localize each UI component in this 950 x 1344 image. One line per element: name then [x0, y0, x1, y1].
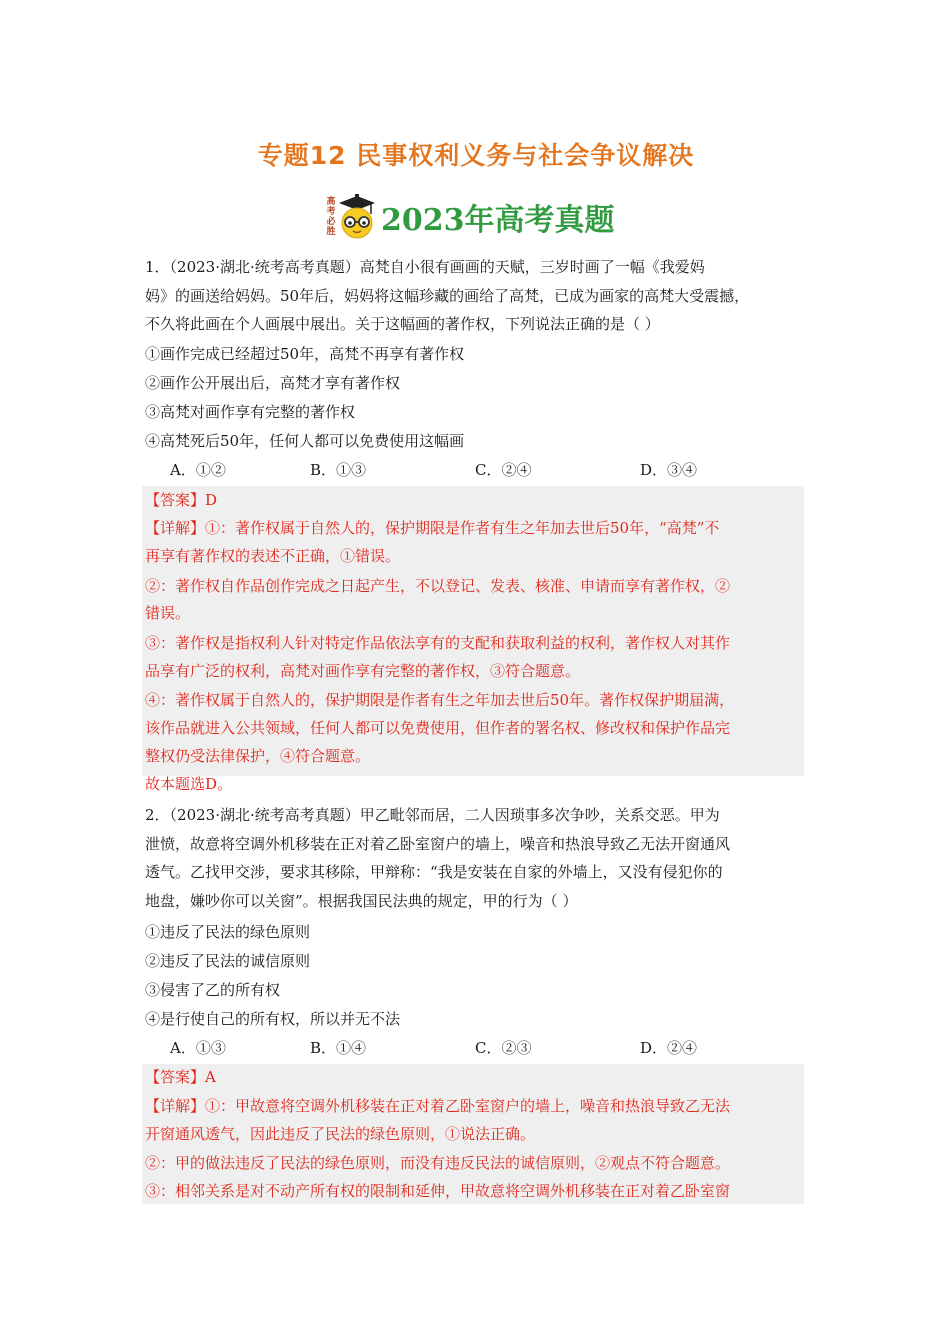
- q2-detail-line: 开窗通风透气，因此违反了民法的绿色原则，①说法正确。: [145, 1125, 536, 1143]
- q2-answer: 【答案】A: [145, 1068, 216, 1086]
- q1-detail-line: 该作品就进入公共领域，任何人都可以免费使用，但作者的署名权、修改权和保护作品完: [145, 719, 731, 737]
- section-banner: [325, 192, 615, 242]
- q1-detail-line: 整权仍受法律保护，④符合题意。: [145, 747, 371, 765]
- q2-option-d: D．②④: [640, 1039, 698, 1057]
- q1-detail-line: ②：著作权自作品创作完成之日起产生，不以登记、发表、核准、申请而享有著作权，②: [145, 577, 731, 595]
- q1-detail-line: 错误。: [145, 604, 191, 622]
- q1-line: 妈》的画送给妈妈。50年后，妈妈将这幅珍藏的画给了高梵，已成为画家的高梵大受震撼，: [145, 287, 750, 305]
- q1-statement: ④高梵死后50年，任何人都可以免费使用这幅画: [145, 432, 465, 450]
- logo-text: 高考必胜: [326, 197, 336, 237]
- q2-option-b: B．①④: [310, 1039, 367, 1057]
- q1-statement: ①画作完成已经超过50年，高梵不再享有著作权: [145, 345, 465, 363]
- q1-statement: ③高梵对画作享有完整的著作权: [145, 403, 356, 421]
- q2-line: 透气。乙找甲交涉，要求其移除，甲辩称：“我是安装在自家的外墙上，又没有侵犯你的: [145, 863, 723, 881]
- q1-line: 不久将此画在个人画展中展出。关于这幅画的著作权，下列说法正确的是（ ）: [145, 315, 660, 333]
- q1-detail-line: 【详解】①：著作权属于自然人的，保护期限是作者有生之年加去世后50年，“高梵”不: [145, 519, 720, 537]
- q2-line: 地盘，嫌吵你可以关窗”。根据我国民法典的规定，甲的行为（ ）: [145, 892, 578, 910]
- q1-option-d: D．③④: [640, 461, 698, 479]
- q2-statement: ④是行使自己的所有权，所以并无不法: [145, 1010, 401, 1028]
- q1-detail-line: ④：著作权属于自然人的，保护期限是作者有生之年加去世后50年。著作权保护期届满，: [145, 691, 735, 709]
- q2-detail-line: 【详解】①：甲故意将空调外机移装在正对着乙卧室窗户的墙上，噪音和热浪导致乙无法: [145, 1097, 731, 1115]
- q2-line: 2．（2023·湖北·统考高考真题）甲乙毗邻而居，二人因琐事多次争吵，关系交恶。甲为: [145, 806, 720, 824]
- q1-detail-line: 故本题选D。: [145, 775, 233, 793]
- q2-statement: ③侵害了乙的所有权: [145, 981, 281, 999]
- q1-line: 1．（2023·湖北·统考高考真题）高梵自小很有画画的天赋，三岁时画了一幅《我爱妈: [145, 258, 705, 276]
- q2-option-a: A．①③: [170, 1039, 226, 1057]
- q1-option-a: A．①②: [170, 461, 226, 479]
- page-title: 专题12 民事权利义务与社会争议解决: [257, 141, 695, 170]
- q1-answer: 【答案】D: [145, 491, 218, 509]
- q2-statement: ①违反了民法的绿色原则: [145, 923, 311, 941]
- q1-detail-line: 品享有广泛的权利，高梵对画作享有完整的著作权，③符合题意。: [145, 662, 581, 680]
- q1-detail-line: 再享有著作权的表述不正确，①错误。: [145, 547, 401, 565]
- q2-detail-line: ③：相邻关系是对不动产所有权的限制和延伸，甲故意将空调外机移装在正对着乙卧室窗: [145, 1182, 731, 1200]
- q1-detail-line: ③：著作权是指权利人针对特定作品依法享有的支配和获取利益的权利，著作权人对其作: [145, 634, 731, 652]
- q2-statement: ②违反了民法的诚信原则: [145, 952, 311, 970]
- q2-detail-line: ②：甲的做法违反了民法的绿色原则，而没有违反民法的诚信原则，②观点不符合题意。: [145, 1154, 731, 1172]
- q1-statement: ②画作公开展出后，高梵才享有著作权: [145, 374, 401, 392]
- graduate-mascot-icon: [337, 194, 377, 240]
- q2-option-c: C．②③: [475, 1039, 532, 1057]
- q1-option-b: B．①③: [310, 461, 367, 479]
- q2-line: 泄愤，故意将空调外机移装在正对着乙卧室窗户的墙上，噪音和热浪导致乙无法开窗通风: [145, 835, 731, 853]
- q1-option-c: C．②④: [475, 461, 532, 479]
- banner-title: 2023年高考真题: [381, 203, 615, 238]
